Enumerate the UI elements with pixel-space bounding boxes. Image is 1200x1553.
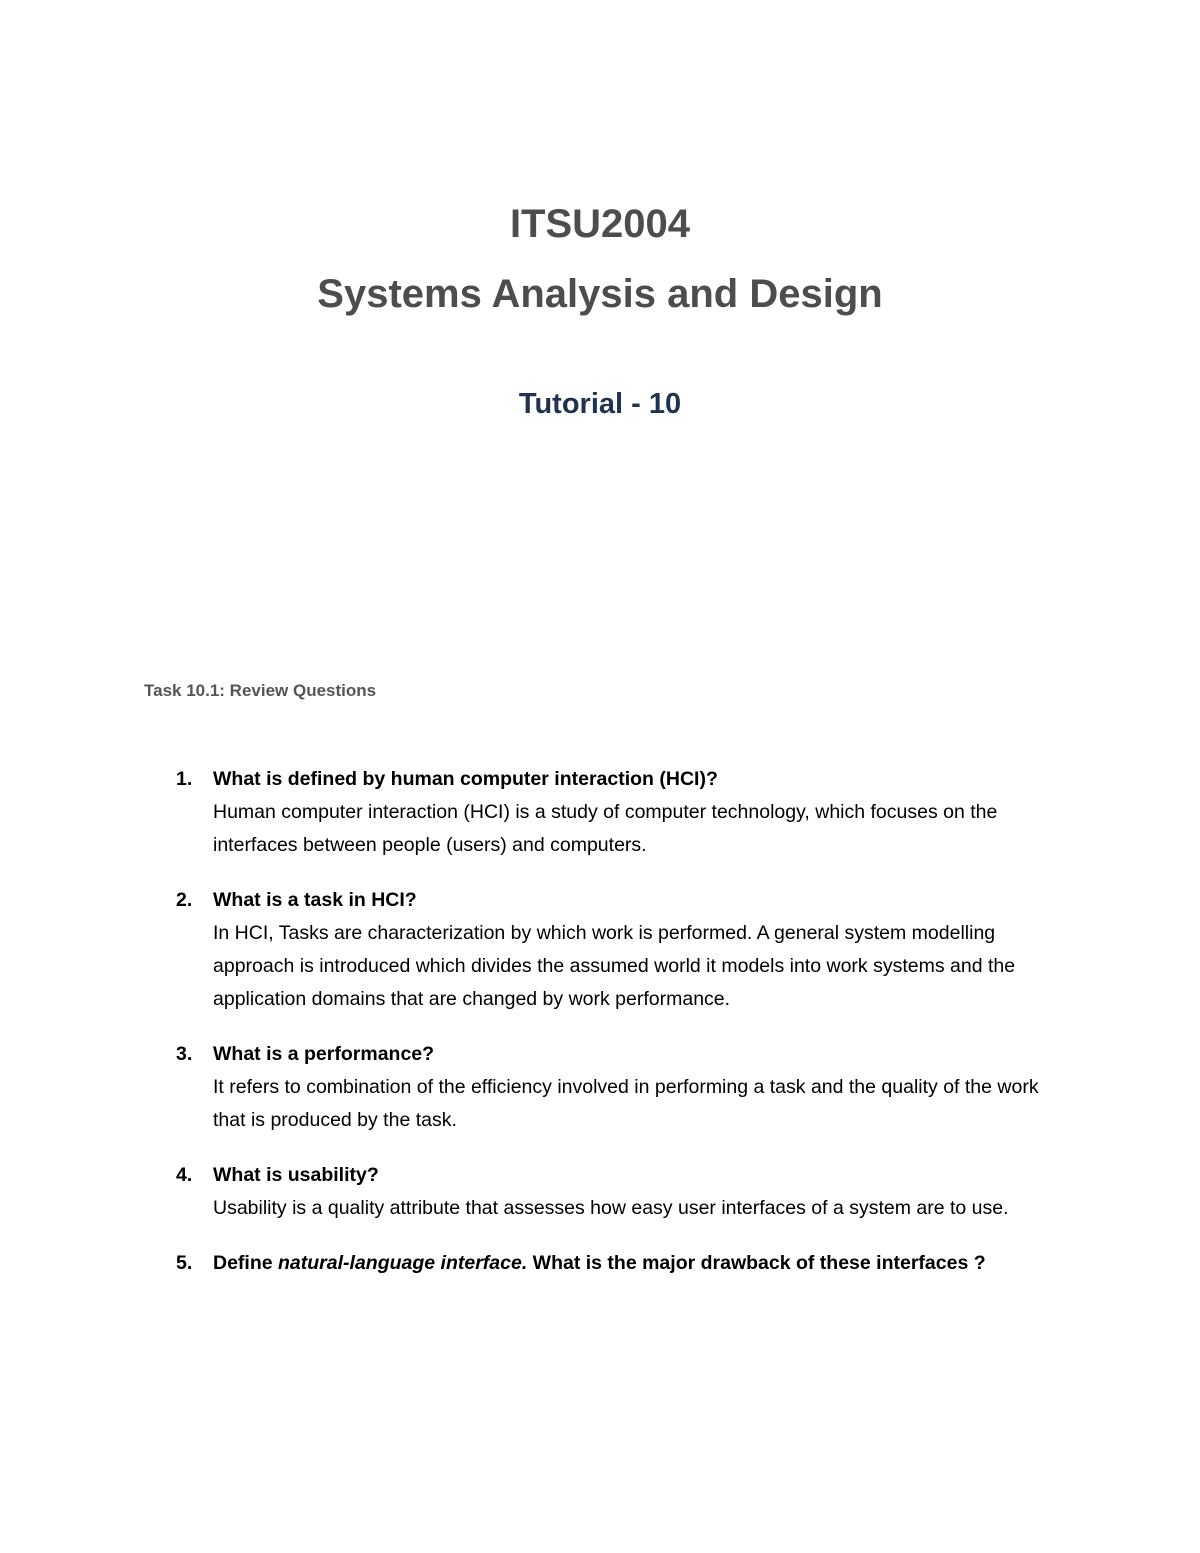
question-text — [213, 1247, 1050, 1280]
answer-text: Usability is a quality attribute that assesses how easy user interfaces of a system are to use. — [213, 1197, 1009, 1219]
question-number: 4. — [176, 1164, 193, 1186]
question-item-1 — [0, 763, 1200, 862]
question-italic-term: natural-language interface. — [278, 1252, 528, 1274]
course-code: ITSU2004 — [509, 202, 691, 246]
question-suffix: What is the major drawback of these interfaces ? — [527, 1252, 986, 1274]
question-text: What is defined by human computer interaction (HCI)? — [213, 768, 718, 790]
question-text: What is a task in HCI? — [213, 889, 417, 911]
question-number: 2. — [176, 889, 193, 911]
question-item-3 — [0, 1038, 1200, 1137]
answer-text: It refers to combination of the efficiency involved in performing a task and the quality of the work that is produced by the task. — [213, 1076, 1039, 1131]
course-title: Systems Analysis and Design — [317, 272, 883, 316]
question-number: 3. — [176, 1043, 193, 1065]
question-text: What is usability? — [213, 1164, 379, 1186]
answer-text: In HCI, Tasks are characterization by which work is performed. A general system modelling approach is introduced which divides the assumed world it models into work systems and the application domains that are changed by work performance. — [213, 922, 1016, 1010]
question-item-5 — [0, 1247, 1200, 1280]
question-number: 5. — [176, 1252, 193, 1274]
tutorial-number: Tutorial - 10 — [518, 388, 682, 420]
question-text: What is a performance? — [213, 1043, 435, 1065]
question-item-4 — [0, 1159, 1200, 1225]
question-item-2 — [0, 884, 1200, 1016]
question-prefix: Define — [213, 1252, 279, 1274]
answer-text: Human computer interaction (HCI) is a study of computer technology, which focuses on the interfaces between people (users) and computers. — [213, 801, 998, 856]
review-questions-list — [0, 763, 1200, 1302]
question-number: 1. — [176, 768, 193, 790]
task-heading: Task 10.1: Review Questions — [144, 681, 377, 700]
